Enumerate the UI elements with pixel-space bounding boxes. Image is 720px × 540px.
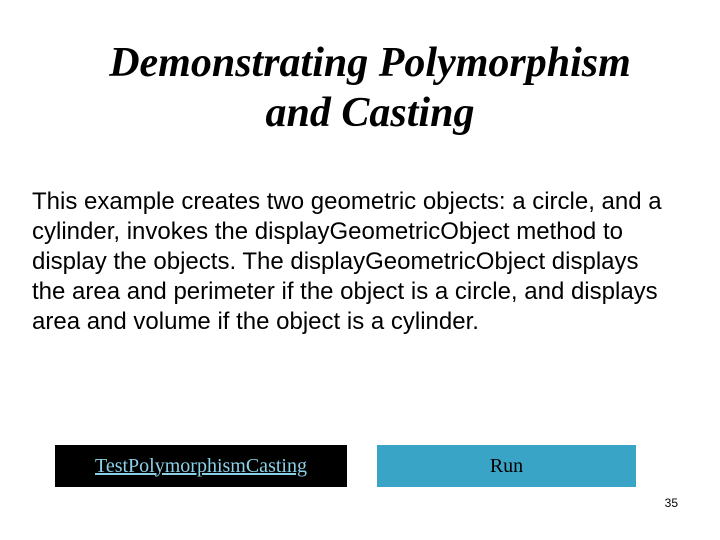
test-polymorphism-casting-link[interactable] — [55, 445, 347, 487]
page-number: 35 — [664, 496, 678, 510]
slide-title — [60, 38, 680, 138]
slide-title-line-2: and Casting — [265, 90, 475, 136]
run-button[interactable]: Run — [377, 445, 636, 487]
slide-body-text: This example creates two geometric objects: a circle, and a cylinder, invokes the displayGeometricObject method to display the objects. The displayGeometricObject displays the area and perimeter if the object is a circle, and displays area and volume if the object is a cylinder. — [32, 188, 662, 335]
slide-title-line-1: Demonstrating Polymorphism — [109, 40, 631, 86]
test-polymorphism-casting-link-label: TestPolymorphismCasting — [95, 454, 307, 477]
